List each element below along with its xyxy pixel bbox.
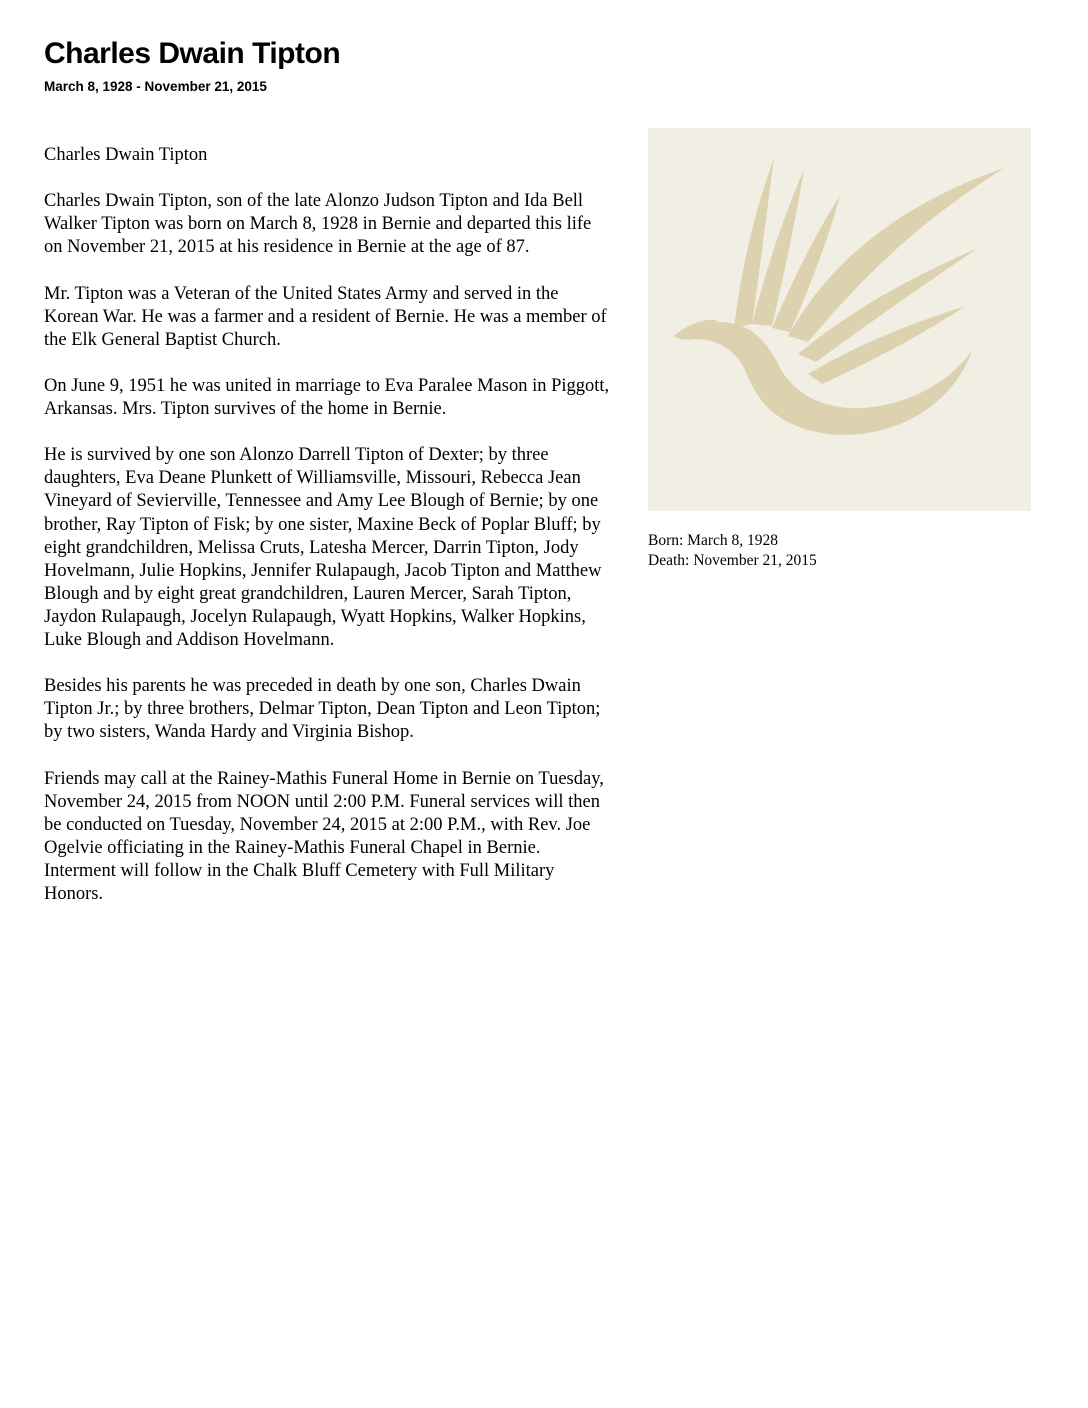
dove-icon bbox=[648, 128, 1031, 511]
life-dates-caption bbox=[648, 531, 817, 571]
obituary-paragraph: Friends may call at the Rainey-Mathis Funeral Home in Bernie on Tuesday, November 24, 2015 from NOON until 2:00 P.M. Funeral services will then be conducted on Tuesday, November 24, 2015 at 2:00 P.M., with Rev. Joe Ogelvie officiating in the Rainey-Mathis Funeral Chapel in Bernie. Interment will follow in the Chalk Bluff Cemetery with Full Military Honors. bbox=[44, 768, 604, 904]
obituary-paragraph: Besides his parents he was preceded in death by one son, Charles Dwain Tipton Jr.; by three brothers, Delmar Tipton, Dean Tipton and Leon Tipton; by two sisters, Wanda Hardy and Virginia Bishop. bbox=[44, 676, 601, 743]
life-dates: March 8, 1928 - November 21, 2015 bbox=[44, 79, 267, 94]
obituary-paragraph: Charles Dwain Tipton, son of the late Alonzo Judson Tipton and Ida Bell Walker Tipton was born on March 8, 1928 in Bernie and departed this life on November 21, 2015 at his residence in Bernie at the age of 87. bbox=[44, 191, 592, 258]
obituary-paragraph: On June 9, 1951 he was united in marriage to Eva Paralee Mason in Piggott, Arkansas. Mrs. Tipton survives of the home in Bernie. bbox=[44, 375, 610, 420]
obituary-paragraph: Mr. Tipton was a Veteran of the United States Army and served in the Korean War. He was a farmer and a resident of Bernie. He was a member of the Elk General Baptist Church. bbox=[44, 283, 607, 350]
obituary-heading: Charles Dwain Tipton bbox=[44, 145, 208, 165]
obituary-body bbox=[44, 144, 610, 929]
obituary-paragraph: He is survived by one son Alonzo Darrell Tipton of Dexter; by three daughters, Eva Deane Plunkett of Williamsville, Missouri, Rebecca Jean Vineyard of Sevierville, Tennessee and Amy Lee Blough of Bernie; by one brother, Ray Tipton of Fisk; by one sister, Maxine Beck of Poplar Bluff; by eight grandchildren, Melissa Cruts, Latesha Mercer, Darrin Tipton, Jody Hovelmann, Julie Hopkins, Jennifer Rulapaugh, Jacob Tipton and Matthew Blough and by eight great grandchildren, Lauren Mercer, Sarah Tipton, Jaydon Rulapaugh, Jocelyn Rulapaugh, Wyatt Hopkins, Walker Hopkins, Luke Blough and Addison Hovelmann. bbox=[44, 445, 602, 650]
death-date: Death: November 21, 2015 bbox=[648, 552, 817, 569]
memorial-image bbox=[648, 128, 1031, 511]
born-date: Born: March 8, 1928 bbox=[648, 532, 779, 549]
obituary-name: Charles Dwain Tipton bbox=[44, 37, 341, 70]
